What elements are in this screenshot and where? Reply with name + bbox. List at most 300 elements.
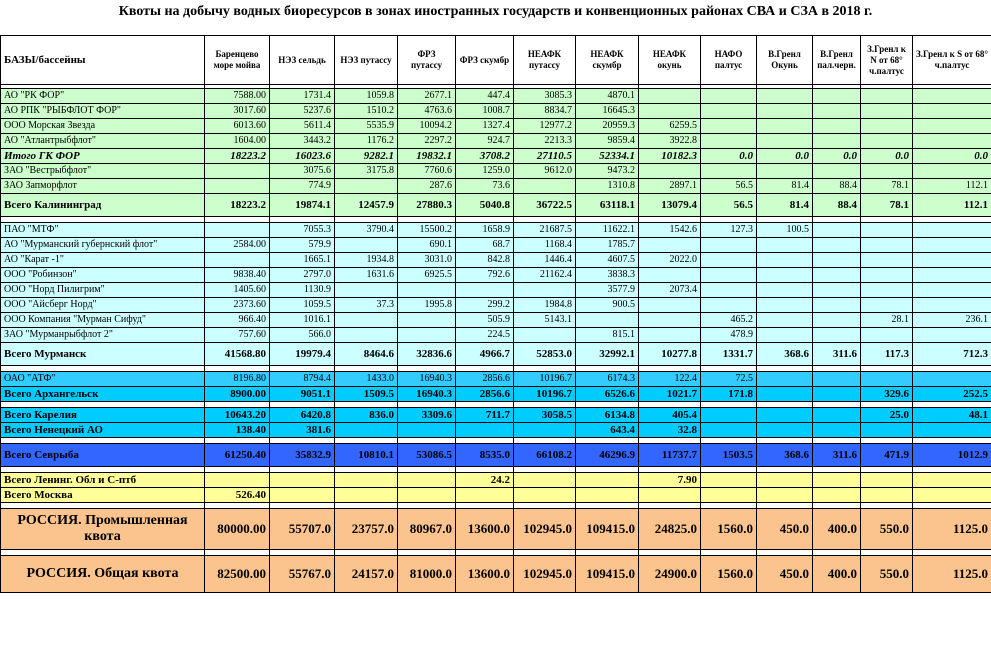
quota-value: [398, 473, 456, 488]
quota-value: 842.8: [456, 253, 514, 268]
quota-value: 381.6: [270, 423, 335, 438]
quota-value: 5143.1: [514, 313, 576, 328]
quota-value: [861, 328, 913, 343]
quota-value: 5535.9: [335, 119, 398, 134]
quota-value: 32.8: [639, 423, 701, 438]
table-row: [1, 408, 991, 423]
quota-value: [813, 328, 861, 343]
quota-value: 1509.5: [335, 387, 398, 402]
quota-value: 8900.00: [205, 387, 270, 402]
quota-value: 81000.0: [398, 556, 456, 593]
quota-value: 4870.1: [576, 89, 639, 104]
column-header: В.Гренл пал.черн.: [813, 36, 861, 85]
quota-value: [757, 328, 813, 343]
quota-value: 478.9: [701, 328, 757, 343]
quota-value: 53086.5: [398, 444, 456, 467]
column-header: З.Гренл к S от 68° ч.палтус: [913, 36, 991, 85]
quota-value: 3443.2: [270, 134, 335, 149]
quota-value: [757, 408, 813, 423]
quota-value: [813, 488, 861, 503]
quota-value: 2856.6: [456, 372, 514, 387]
quota-value: [757, 473, 813, 488]
quota-value: [861, 104, 913, 119]
quota-value: [757, 268, 813, 283]
quota-value: [913, 473, 991, 488]
quota-value: 1934.8: [335, 253, 398, 268]
quota-value: 102945.0: [514, 509, 576, 550]
quota-value: 13600.0: [456, 509, 514, 550]
quota-value: [701, 104, 757, 119]
quota-value: 7588.00: [205, 89, 270, 104]
quota-value: [701, 134, 757, 149]
row-label: ЗАО "Мурманрыбфлот 2": [1, 328, 205, 343]
quota-value: 6259.5: [639, 119, 701, 134]
quota-value: [813, 423, 861, 438]
table-row: [1, 313, 991, 328]
quota-value: 63118.1: [576, 194, 639, 217]
quota-value: 2373.60: [205, 298, 270, 313]
page-title: Квоты на добычу водных биоресурсов в зонах иностранных государств и конвенционных районах СВА и СЗА в 2018 г.: [118, 4, 873, 19]
quota-value: 5040.8: [456, 194, 514, 217]
quota-value: [335, 179, 398, 194]
quota-value: 25.0: [861, 408, 913, 423]
quota-value: [861, 283, 913, 298]
row-label: ООО Морская Звезда: [1, 119, 205, 134]
quota-value: [913, 283, 991, 298]
quota-value: 1405.60: [205, 283, 270, 298]
quota-value: [913, 238, 991, 253]
quota-value: [514, 488, 576, 503]
quota-value: [861, 223, 913, 238]
quota-value: [813, 298, 861, 313]
quota-value: 3075.6: [270, 164, 335, 179]
column-header: ФРЗ путассу: [398, 36, 456, 85]
quota-value: [335, 488, 398, 503]
quota-value: 18223.2: [205, 149, 270, 164]
quota-value: 72.5: [701, 372, 757, 387]
column-header: З.Гренл к N от 68° ч.палтус: [861, 36, 913, 85]
table-row: [1, 119, 991, 134]
table-row: [1, 149, 991, 164]
quota-table: [0, 35, 991, 593]
quota-value: 37.3: [335, 298, 398, 313]
quota-value: [813, 223, 861, 238]
quota-value: 3085.3: [514, 89, 576, 104]
quota-value: 16023.6: [270, 149, 335, 164]
quota-value: 0.0: [861, 149, 913, 164]
quota-value: 0.0: [701, 149, 757, 164]
quota-value: [913, 328, 991, 343]
table-row: [1, 104, 991, 119]
quota-value: 2297.2: [398, 134, 456, 149]
quota-value: [514, 179, 576, 194]
quota-value: 311.6: [813, 343, 861, 366]
quota-value: 712.3: [913, 343, 991, 366]
quota-value: 171.8: [701, 387, 757, 402]
quota-value: 81.4: [757, 179, 813, 194]
quota-value: [813, 164, 861, 179]
quota-value: [639, 313, 701, 328]
quota-value: 1560.0: [701, 509, 757, 550]
quota-value: [639, 104, 701, 119]
quota-value: 1542.6: [639, 223, 701, 238]
quota-value: 100.5: [757, 223, 813, 238]
table-row: [1, 268, 991, 283]
quota-value: [861, 372, 913, 387]
quota-value: 329.6: [861, 387, 913, 402]
quota-value: [913, 268, 991, 283]
quota-value: [813, 134, 861, 149]
quota-value: 1665.1: [270, 253, 335, 268]
quota-value: 112.1: [913, 179, 991, 194]
quota-value: [913, 164, 991, 179]
quota-value: [813, 104, 861, 119]
quota-value: 88.4: [813, 194, 861, 217]
quota-value: [813, 253, 861, 268]
column-header: НАФО палтус: [701, 36, 757, 85]
quota-value: 4966.7: [456, 343, 514, 366]
quota-value: 7055.3: [270, 223, 335, 238]
row-label: Всего Калининград: [1, 194, 205, 217]
quota-value: 12977.2: [514, 119, 576, 134]
quota-value: [335, 423, 398, 438]
table-row: [1, 179, 991, 194]
quota-value: 368.6: [757, 444, 813, 467]
quota-value: 792.6: [456, 268, 514, 283]
quota-value: [701, 89, 757, 104]
quota-value: 1503.5: [701, 444, 757, 467]
quota-value: 1560.0: [701, 556, 757, 593]
quota-value: [205, 223, 270, 238]
quota-value: 36722.5: [514, 194, 576, 217]
quota-value: [398, 488, 456, 503]
quota-value: 23757.0: [335, 509, 398, 550]
quota-value: 8464.6: [335, 343, 398, 366]
quota-value: 88.4: [813, 179, 861, 194]
quota-value: [205, 473, 270, 488]
row-label: АО РПК "РЫБФЛОТ ФОР": [1, 104, 205, 119]
quota-value: [861, 134, 913, 149]
quota-value: 16940.3: [398, 372, 456, 387]
quota-value: 8834.7: [514, 104, 576, 119]
quota-value: [861, 423, 913, 438]
quota-value: 6420.8: [270, 408, 335, 423]
quota-value: 368.6: [757, 343, 813, 366]
quota-value: [813, 408, 861, 423]
quota-value: [757, 298, 813, 313]
quota-value: 11737.7: [639, 444, 701, 467]
quota-value: 1130.9: [270, 283, 335, 298]
quota-value: [757, 119, 813, 134]
quota-value: 7.90: [639, 473, 701, 488]
quota-value: [701, 119, 757, 134]
quota-value: [861, 473, 913, 488]
row-label: ЗАО Запморфлот: [1, 179, 205, 194]
quota-value: [757, 372, 813, 387]
quota-value: 27110.5: [514, 149, 576, 164]
quota-value: [270, 488, 335, 503]
quota-value: 1731.4: [270, 89, 335, 104]
table-row: [1, 473, 991, 488]
quota-value: 1631.6: [335, 268, 398, 283]
quota-value: [757, 283, 813, 298]
quota-value: [813, 119, 861, 134]
quota-value: 1021.7: [639, 387, 701, 402]
row-label: РОССИЯ. Промышленная квота: [1, 509, 205, 550]
quota-value: [514, 328, 576, 343]
quota-value: 1331.7: [701, 343, 757, 366]
table-row: [1, 387, 991, 402]
quota-value: 12457.9: [335, 194, 398, 217]
row-label: Всего Москва: [1, 488, 205, 503]
table-row: [1, 253, 991, 268]
quota-value: [270, 473, 335, 488]
quota-value: 6013.60: [205, 119, 270, 134]
row-label: Всего Мурманск: [1, 343, 205, 366]
quota-value: [398, 283, 456, 298]
table-row: [1, 328, 991, 343]
quota-value: 32836.6: [398, 343, 456, 366]
quota-value: [701, 238, 757, 253]
quota-value: 311.6: [813, 444, 861, 467]
quota-value: 1125.0: [913, 556, 991, 593]
table-row: [1, 134, 991, 149]
table-row: [1, 444, 991, 467]
row-label: ОАО "АТФ": [1, 372, 205, 387]
quota-value: 10182.3: [639, 149, 701, 164]
quota-value: 1259.0: [456, 164, 514, 179]
quota-value: [576, 313, 639, 328]
quota-value: [639, 298, 701, 313]
quota-value: [813, 89, 861, 104]
quota-value: [335, 328, 398, 343]
quota-value: 8794.4: [270, 372, 335, 387]
column-header: НЕАФК окунь: [639, 36, 701, 85]
quota-value: 20959.3: [576, 119, 639, 134]
quota-value: 2677.1: [398, 89, 456, 104]
quota-value: 2897.1: [639, 179, 701, 194]
quota-value: 10196.7: [514, 387, 576, 402]
quota-value: 3922.8: [639, 134, 701, 149]
quota-value: 1510.2: [335, 104, 398, 119]
quota-value: 287.6: [398, 179, 456, 194]
quota-value: [205, 253, 270, 268]
row-label: АО "РК ФОР": [1, 89, 205, 104]
quota-value: 4763.6: [398, 104, 456, 119]
quota-value: [757, 488, 813, 503]
quota-value: [456, 488, 514, 503]
column-header: В.Гренл Окунь: [757, 36, 813, 85]
quota-value: [757, 387, 813, 402]
table-row: [1, 372, 991, 387]
quota-value: 1658.9: [456, 223, 514, 238]
quota-value: 579.9: [270, 238, 335, 253]
quota-value: 27880.3: [398, 194, 456, 217]
quota-value: 3031.0: [398, 253, 456, 268]
quota-value: 32992.1: [576, 343, 639, 366]
quota-value: 122.4: [639, 372, 701, 387]
table-row: [1, 423, 991, 438]
quota-value: 78.1: [861, 179, 913, 194]
quota-value: 900.5: [576, 298, 639, 313]
quota-value: 13079.4: [639, 194, 701, 217]
quota-value: 1008.7: [456, 104, 514, 119]
quota-value: [757, 238, 813, 253]
quota-value: [861, 238, 913, 253]
quota-value: 1012.9: [913, 444, 991, 467]
quota-value: 1785.7: [576, 238, 639, 253]
quota-value: 61250.40: [205, 444, 270, 467]
table-row: [1, 283, 991, 298]
quota-value: 78.1: [861, 194, 913, 217]
quota-value: 836.0: [335, 408, 398, 423]
row-label: АО "Атлантрыбфлот": [1, 134, 205, 149]
quota-value: [861, 268, 913, 283]
quota-value: [757, 134, 813, 149]
quota-value: 3708.2: [456, 149, 514, 164]
quota-value: 1176.2: [335, 134, 398, 149]
column-header: Баренцево море мойва: [205, 36, 270, 85]
quota-value: 774.9: [270, 179, 335, 194]
row-label: ООО "Айсберг Норд": [1, 298, 205, 313]
quota-value: 1984.8: [514, 298, 576, 313]
quota-value: [576, 473, 639, 488]
quota-value: 400.0: [813, 509, 861, 550]
quota-value: [639, 238, 701, 253]
row-label: ЗАО "Вестрыбфлот": [1, 164, 205, 179]
quota-value: 9473.2: [576, 164, 639, 179]
quota-value: 80000.00: [205, 509, 270, 550]
quota-value: 1310.8: [576, 179, 639, 194]
quota-value: 450.0: [757, 556, 813, 593]
row-label: Всего Ленинг. Обл и С-птб: [1, 473, 205, 488]
quota-value: 1446.4: [514, 253, 576, 268]
table-row: [1, 238, 991, 253]
quota-value: 55707.0: [270, 509, 335, 550]
quota-value: [757, 104, 813, 119]
quota-value: 16645.3: [576, 104, 639, 119]
quota-value: 117.3: [861, 343, 913, 366]
quota-value: 1327.4: [456, 119, 514, 134]
quota-value: [701, 473, 757, 488]
quota-value: 109415.0: [576, 556, 639, 593]
quota-value: [913, 298, 991, 313]
quota-value: 18223.2: [205, 194, 270, 217]
quota-value: 68.7: [456, 238, 514, 253]
quota-value: 526.40: [205, 488, 270, 503]
quota-value: [398, 328, 456, 343]
quota-value: 80967.0: [398, 509, 456, 550]
quota-value: [813, 372, 861, 387]
quota-value: 52853.0: [514, 343, 576, 366]
row-label: Всего Архангельск: [1, 387, 205, 402]
quota-value: [913, 253, 991, 268]
quota-value: 66108.2: [514, 444, 576, 467]
table-row: [1, 223, 991, 238]
quota-value: 10196.7: [514, 372, 576, 387]
quota-value: 236.1: [913, 313, 991, 328]
quota-value: [913, 89, 991, 104]
table-row: [1, 298, 991, 313]
quota-value: 0.0: [757, 149, 813, 164]
quota-value: 405.4: [639, 408, 701, 423]
quota-value: [205, 164, 270, 179]
quota-value: 3309.6: [398, 408, 456, 423]
quota-value: 5611.4: [270, 119, 335, 134]
quota-value: 2856.6: [456, 387, 514, 402]
quota-value: [913, 488, 991, 503]
quota-value: [813, 387, 861, 402]
quota-value: 690.1: [398, 238, 456, 253]
quota-value: 1016.1: [270, 313, 335, 328]
quota-value: [861, 89, 913, 104]
quota-value: [861, 164, 913, 179]
quota-value: 15500.2: [398, 223, 456, 238]
quota-value: 4607.5: [576, 253, 639, 268]
quota-value: [701, 253, 757, 268]
quota-value: 9838.40: [205, 268, 270, 283]
quota-value: 1059.5: [270, 298, 335, 313]
quota-value: [701, 164, 757, 179]
quota-value: [514, 423, 576, 438]
quota-value: [861, 488, 913, 503]
quota-value: 9051.1: [270, 387, 335, 402]
quota-value: 24825.0: [639, 509, 701, 550]
quota-value: [701, 268, 757, 283]
quota-value: [398, 313, 456, 328]
table-row: [1, 89, 991, 104]
quota-value: 0.0: [913, 149, 991, 164]
quota-value: [757, 164, 813, 179]
quota-value: [701, 283, 757, 298]
quota-value: 1059.8: [335, 89, 398, 104]
quota-value: 9282.1: [335, 149, 398, 164]
quota-value: 711.7: [456, 408, 514, 423]
quota-value: 2073.4: [639, 283, 701, 298]
quota-value: [913, 134, 991, 149]
quota-value: [398, 423, 456, 438]
quota-value: 3017.60: [205, 104, 270, 119]
quota-value: 82500.00: [205, 556, 270, 593]
quota-value: 400.0: [813, 556, 861, 593]
quota-value: 1125.0: [913, 509, 991, 550]
quota-value: 7760.6: [398, 164, 456, 179]
quota-value: [913, 119, 991, 134]
quota-value: 2584.00: [205, 238, 270, 253]
quota-value: 299.2: [456, 298, 514, 313]
quota-value: 73.6: [456, 179, 514, 194]
quota-value: 447.4: [456, 89, 514, 104]
quota-value: [913, 223, 991, 238]
quota-value: 6174.3: [576, 372, 639, 387]
column-header: НЭЗ путассу: [335, 36, 398, 85]
quota-value: 10277.8: [639, 343, 701, 366]
quota-value: 1604.00: [205, 134, 270, 149]
quota-value: [813, 313, 861, 328]
row-label: РОССИЯ. Общая квота: [1, 556, 205, 593]
quota-value: 41568.80: [205, 343, 270, 366]
row-label: Всего Ненецкий АО: [1, 423, 205, 438]
quota-value: 1995.8: [398, 298, 456, 313]
quota-value: [639, 89, 701, 104]
quota-value: 10643.20: [205, 408, 270, 423]
quota-value: [861, 298, 913, 313]
quota-value: 3838.3: [576, 268, 639, 283]
row-label: ООО "Робинзон": [1, 268, 205, 283]
quota-value: 19874.1: [270, 194, 335, 217]
column-header: БАЗЫ/бассейны: [1, 36, 205, 85]
quota-value: 3577.9: [576, 283, 639, 298]
